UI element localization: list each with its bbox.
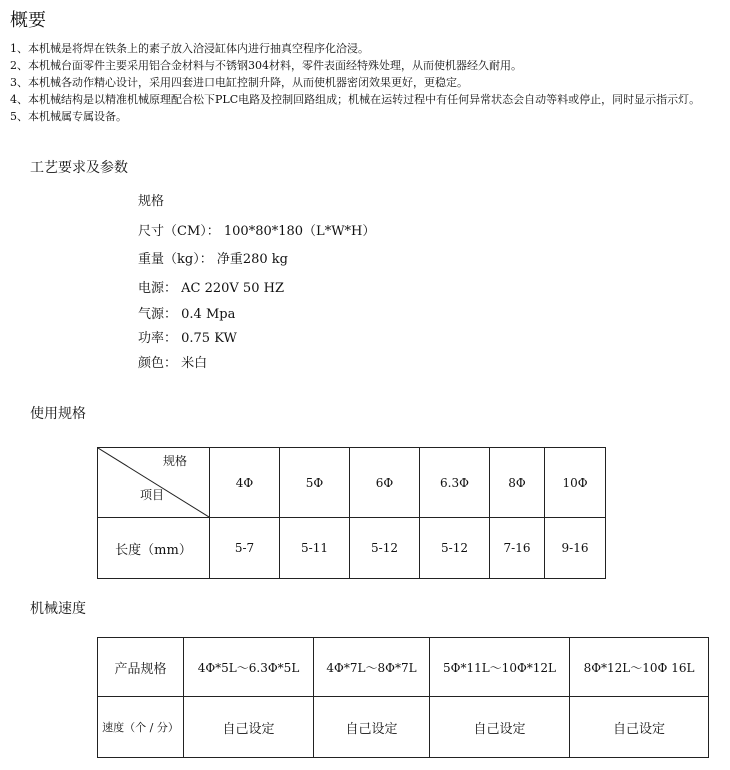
overview-item: 5、本机械属专属设备。 (10, 110, 127, 123)
usage-column-header: 6.3Φ (420, 448, 490, 518)
usage-value-cell: 9-16 (545, 518, 606, 579)
usage-table (97, 447, 606, 579)
usage-value-cell: 7-16 (490, 518, 545, 579)
spec-power-supply: 电源： AC 220V 50 HZ (138, 281, 284, 296)
usage-column-header: 5Φ (280, 448, 350, 518)
speed-value-cell: 自己设定 (570, 697, 709, 758)
usage-column-header: 8Φ (490, 448, 545, 518)
usage-value-cell: 5-12 (420, 518, 490, 579)
speed-value-cell: 自己设定 (184, 697, 314, 758)
overview-item: 1、本机械是将焊在铁条上的素子放入洽浸缸体内进行抽真空程序化洽浸。 (10, 42, 369, 55)
speed-value-cell: 自己设定 (430, 697, 570, 758)
speed-row-label: 速度（个 / 分） (98, 697, 184, 758)
speed-title: 机械速度 (30, 601, 86, 617)
speed-column-header: 5Φ*11L～10Φ*12L (430, 638, 570, 697)
spec-color: 颜色： 米白 (138, 356, 208, 371)
usage-value-cell: 5-12 (350, 518, 420, 579)
diagonal-line (98, 448, 209, 517)
spec-weight: 重量（kg）： 净重280 kg (138, 252, 288, 267)
spec-air-supply: 气源： 0.4 Mpa (138, 307, 236, 322)
overview-item: 2、本机械台面零件主要采用铝合金材料与不锈钢304材料，零件表面经特殊处理，从而使机器经久耐用。 (10, 59, 522, 72)
speed-table (97, 637, 709, 758)
usage-value-cell: 5-11 (280, 518, 350, 579)
corner-cell (98, 448, 210, 518)
spec-power: 功率： 0.75 KW (138, 331, 237, 346)
usage-value-cell: 5-7 (210, 518, 280, 579)
overview-item: 4、本机械结构是以精准机械原理配合松下PLC电路及控制回路组成；机械在运转过程中有任何异常状态会自动等料或停止，同时显示指示灯。 (10, 93, 701, 106)
process-title: 工艺要求及参数 (30, 160, 128, 176)
speed-column-header: 8Φ*12L～10Φ 16L (570, 638, 709, 697)
overview-list (10, 40, 700, 125)
speed-value-cell: 自己设定 (314, 697, 430, 758)
speed-column-header: 4Φ*5L～6.3Φ*5L (184, 638, 314, 697)
spec-size: 尺寸（CM）： 100*80*180（L*W*H） (138, 224, 376, 239)
spec-heading: 规格 (138, 194, 165, 209)
usage-column-header: 6Φ (350, 448, 420, 518)
corner-top-label: 规格 (162, 454, 187, 468)
speed-column-header: 4Φ*7L～8Φ*7L (314, 638, 430, 697)
overview-item: 3、本机械各动作精心设计，采用四套进口电缸控制升降，从而使机器密闭效果更好，更稳定。 (10, 76, 468, 89)
usage-row-label: 长度（mm） (98, 518, 210, 579)
usage-column-header: 4Φ (210, 448, 280, 518)
speed-row-label: 产品规格 (98, 638, 184, 697)
overview-title: 概要 (10, 10, 46, 31)
corner-bottom-label: 项目 (140, 488, 165, 502)
usage-column-header: 10Φ (545, 448, 606, 518)
usage-title: 使用规格 (30, 406, 86, 422)
